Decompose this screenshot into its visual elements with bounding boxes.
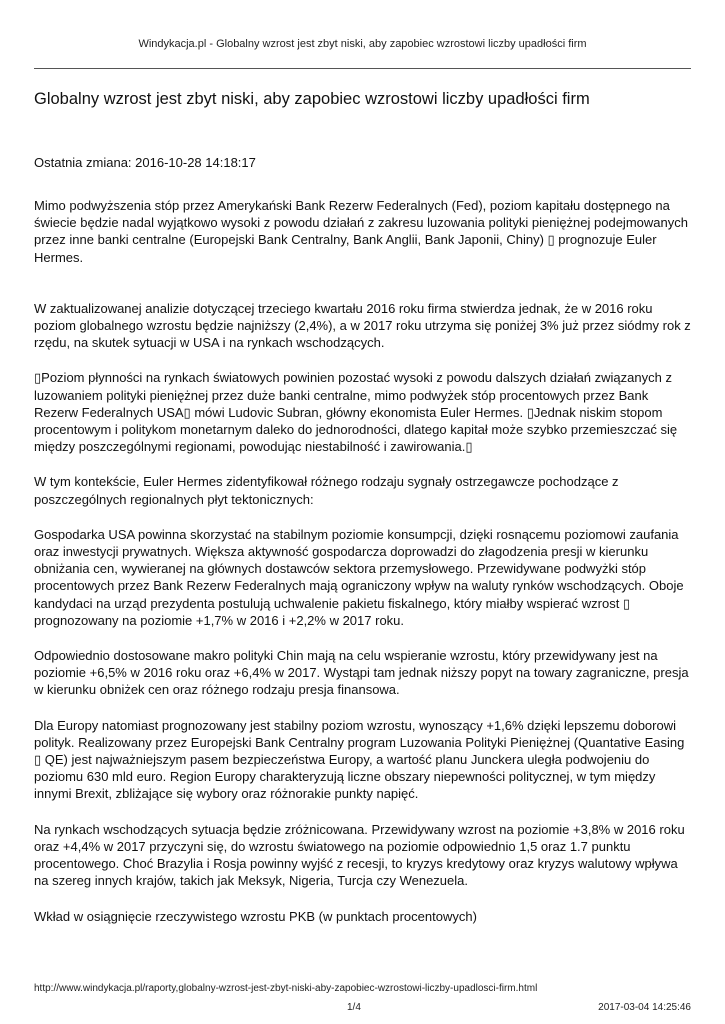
page-number: 1/4 xyxy=(347,1002,361,1013)
paragraph-emerging-markets: Na rynkach wschodzących sytuacja będzie zróżnicowana. Przewidywany wzrost na poziomie +3,8% w 2016 roku oraz +4,4% w 2017 przyczyni się, do wzrostu światowego na poziomie odpowiednio 1,5 oraz 1.7 punktu procentowego. Choć Brazylia i Rosja powinny wyjść z recesji, to kryzys kredytowy oraz kryzys walutowy wpływa na szereg innych krajów, takich jak Meksyk, Nigeria, Turcja czy Wenezuela. xyxy=(34,821,685,889)
paragraph-europe: Dla Europy natomiast prognozowany jest stabilny poziom wzrostu, wynoszący +1,6% dzięki lepszemu doborowi polityk. Realizowany przez Europejski Bank Centralny program Luzowania Polityki Pieniężnej (Quantative Easing ▯ QE) jest najważniejszym pasem bezpieczeństwa Europy, a wartość planu Junckera uległa podwojeniu do poziomu 630 mld euro. Region Europy charakteryzują liczne obszary niepewności politycznej, w tym między innymi Brexit, zbliżające się wybory oraz różnorakie punkty napięć. xyxy=(34,717,685,802)
paragraph-context: W tym kontekście, Euler Hermes zidentyfikował różnego rodzaju sygnały ostrzegawcze pochodzące z poszczególnych regionalnych płyt tektonicznych: xyxy=(34,474,619,507)
footer-url: http://www.windykacja.pl/raporty,globalny-wzrost-jest-zbyt-niski-aby-zapobiec-wzrostowi-liczby-upadlosci-firm.html xyxy=(34,983,538,994)
print-timestamp: 2017-03-04 14:25:46 xyxy=(598,1002,691,1013)
article-title: Globalny wzrost jest zbyt niski, aby zapobiec wzrostowi liczby upadłości firm xyxy=(34,90,590,108)
paragraph-quote: ▯Poziom płynności na rynkach światowych powinien pozostać wysoki z powodu dalszych działań związanych z luzowaniem polityki pieniężnej przez duże banki centralne, mimo podwyżek stóp procentowych przez Bank Rezerw Federalnych USA▯ mówi Ludovic Subran, główny ekonomista Euler Hermes. ▯Jednak niskim stopom procentowym i politykom monetarnym daleko do jednorodności, dlatego kapitał może szybko przemieszczać się między poszczególnymi regionami, powodując niestabilność i zawirowania.▯ xyxy=(34,370,678,455)
header-divider xyxy=(34,68,691,69)
paragraph-usa: Gospodarka USA powinna skorzystać na stabilnym poziomie konsumpcji, dzięki rosnącemu poziomowi zaufania oraz inwestycji prywatnych. Większa aktywność gospodarcza doprowadzi do złagodzenia presji w kierunku obniżania cen, wywieranej na głównych dostawców sektora przemysłowego. Przewidywane podwyżki stóp procentowych przez Bank Rezerw Federalnych mają ograniczony wpływ na waluty rynków wschodzących. Oboje kandydaci na urząd prezydenta postulują uchwalenie pakietu fiskalnego, który miałby wspierać wzrost ▯ prognozowany na poziomie +1,7% w 2016 i +2,2% w 2017 roku. xyxy=(34,526,684,628)
paragraph-china: Odpowiednio dostosowane makro polityki Chin mają na celu wspieranie wzrostu, który przewidywany jest na poziomie +6,5% w 2016 roku oraz +6,4% w 2017. Wystąpi tam jednak niższy popyt na towary zagraniczne, presja w kierunku obniżek cen oraz różnego rodzaju presja finansowa. xyxy=(34,648,689,698)
paragraph-gdp-caption: Wkład w osiągnięcie rzeczywistego wzrostu PKB (w punktach procentowych) xyxy=(34,908,477,924)
paragraph-intro: Mimo podwyższenia stóp przez Amerykański Bank Rezerw Federalnych (Fed), poziom kapitału dostępnego na świecie będzie nadal wyjątkowo wysoki z powodu działań z zakresu luzowania polityki pieniężnej podejmowanych przez inne banki centralne (Europejski Bank Centralny, Bank Anglii, Bank Japonii, Chiny) ▯ prognozuje Euler Hermes. xyxy=(34,198,688,265)
running-header: Windykacja.pl - Globalny wzrost jest zbyt niski, aby zapobiec wzrostowi liczby upadłości firm xyxy=(138,38,587,50)
article-body xyxy=(34,88,694,925)
paragraph-analysis: W zaktualizowanej analizie dotyczącej trzeciego kwartału 2016 roku firma stwierdza jednak, że w 2016 roku poziom globalnego wzrostu będzie najniższy (2,4%), a w 2017 roku utrzyma się poniżej 3% już przez siódmy rok z rzędu, na skutek sytuacji w USA i na rynkach wschodzących. xyxy=(34,300,691,351)
last-modified-date: Ostatnia zmiana: 2016-10-28 14:18:17 xyxy=(34,155,256,170)
